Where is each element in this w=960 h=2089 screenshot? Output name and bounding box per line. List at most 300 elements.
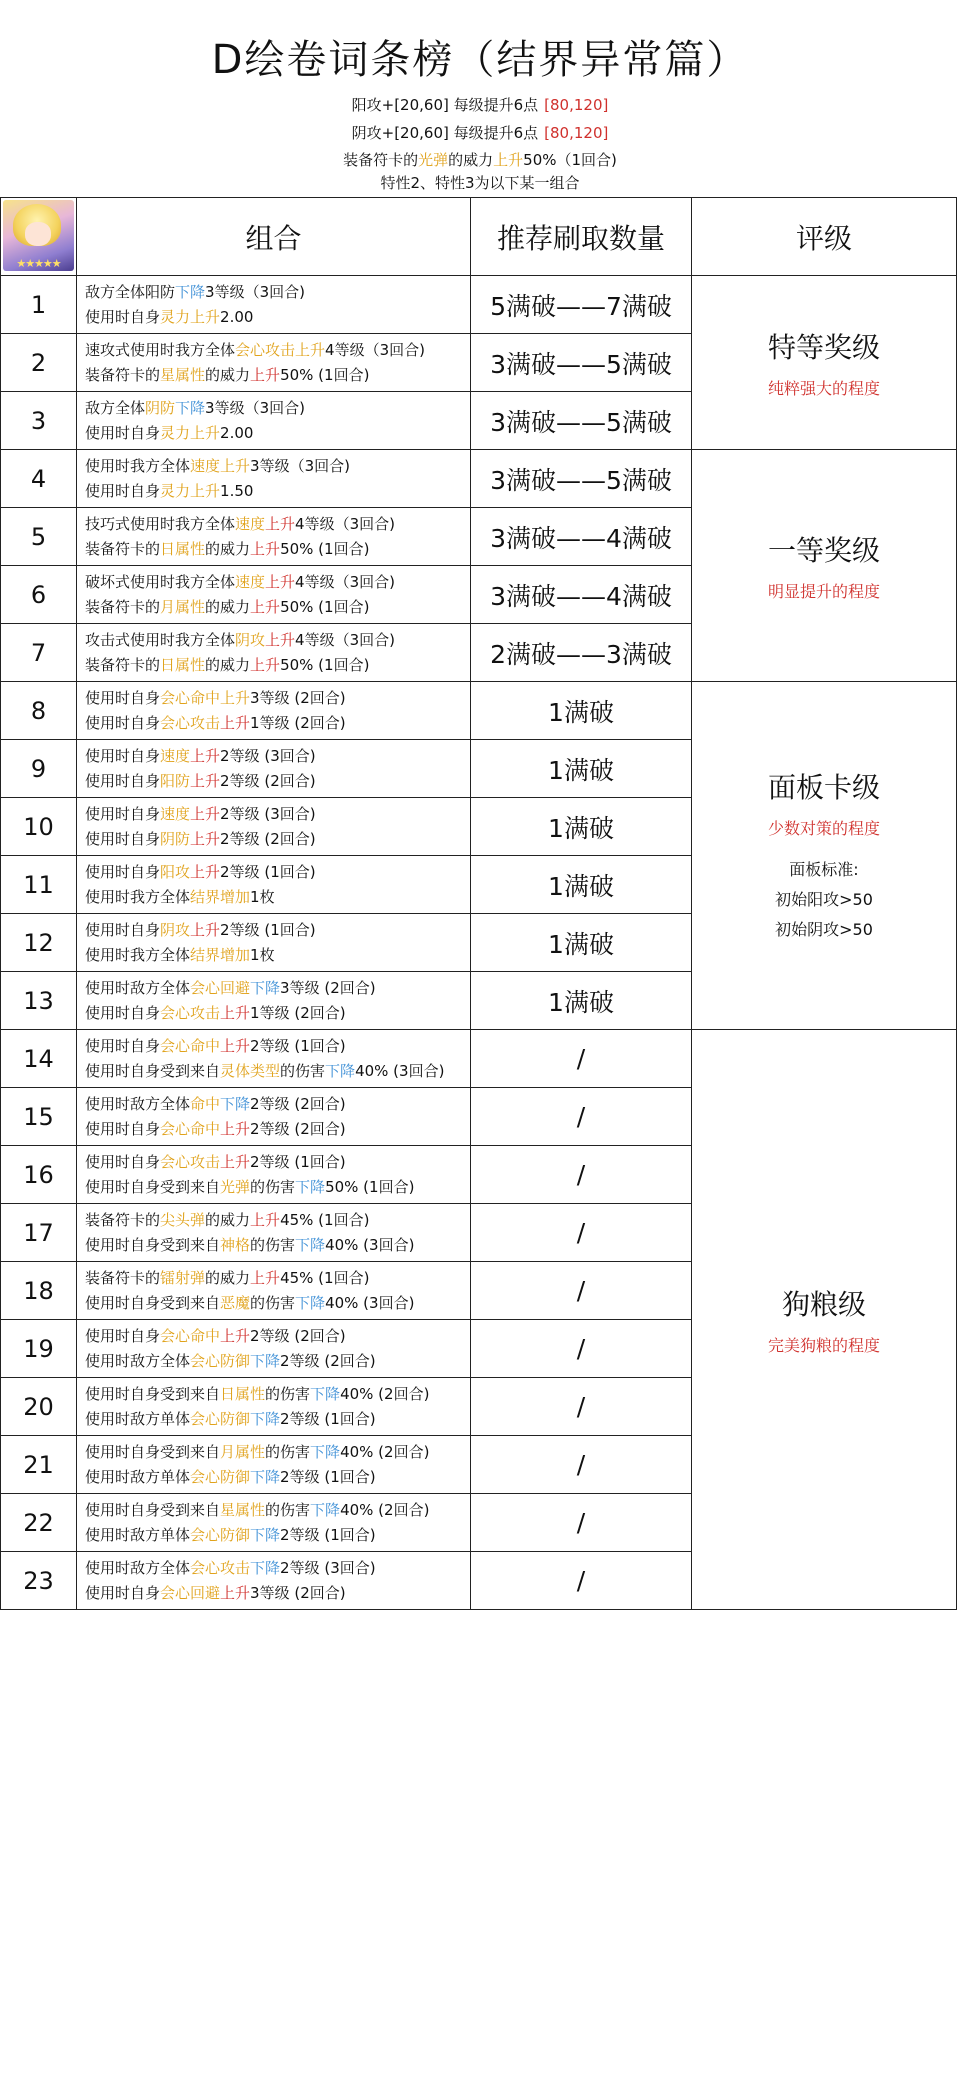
combo-line — [85, 802, 470, 827]
combo-segment: 使用时敌方全体 — [85, 1094, 191, 1113]
subtitle-light-bullet — [0, 149, 960, 170]
combo-segment: 2等级 (1回合) — [280, 1467, 376, 1486]
combo-segment: 使用时自身受到来自 — [85, 1442, 221, 1461]
combo-segment: 上升 — [190, 862, 221, 881]
combo-segment: 的威力 — [205, 1268, 251, 1287]
combo-segment: 使用时自身受到来自 — [85, 1293, 221, 1312]
combo-segment: 上升 — [250, 365, 281, 384]
combo-segment: 上升 — [220, 1583, 251, 1602]
combo-segment: 装备符卡的 — [85, 1268, 161, 1287]
combo-line — [85, 338, 470, 363]
combo-segment: 阴防 — [145, 398, 176, 417]
combo-segment: 灵力 — [160, 307, 191, 326]
combo-segment: 阳防 — [145, 282, 176, 301]
combo-segment: 2等级 (1回合) — [280, 1409, 376, 1428]
combo-cell — [77, 1030, 471, 1088]
combo-segment: 命中 — [190, 1094, 221, 1113]
combo-segment: 的伤害 — [265, 1442, 311, 1461]
combo-segment: 使用时自身 — [85, 713, 161, 732]
combo-segment: 40% (2回合) — [340, 1384, 430, 1403]
recommended-qty: 3满破——4满破 — [471, 508, 692, 566]
subtitle-yin-attack — [0, 122, 960, 143]
combo-line — [85, 918, 470, 943]
combo-segment: 上升 — [295, 340, 326, 359]
combo-cell — [77, 1262, 471, 1320]
combo-segment: 使用时我方全体 — [85, 945, 191, 964]
combo-segment: 45% (1回合) — [280, 1268, 370, 1287]
combo-segment: 镭射弹 — [160, 1268, 206, 1287]
combo-segment: 使用时自身 — [85, 1119, 161, 1138]
grade-name: 狗粮级 — [781, 1288, 866, 1321]
combo-line — [85, 1523, 470, 1548]
combo-segment: 2等级 (2回合) — [250, 1094, 346, 1113]
grade-description: 完美狗粮的程度 — [767, 1336, 880, 1355]
combo-segment: 使用时自身 — [85, 307, 161, 326]
combo-segment: 上升 — [190, 771, 221, 790]
row-number: 3 — [1, 392, 77, 450]
subtitle-yin-range: [80,120] — [544, 124, 609, 142]
row-number: 19 — [1, 1320, 77, 1378]
combo-segment: 3等级（3回合) — [205, 282, 305, 301]
combo-segment: 使用时我方全体 — [85, 456, 191, 475]
recommended-qty: 3满破——4满破 — [471, 566, 692, 624]
recommended-qty: / — [471, 1320, 692, 1378]
combo-line — [85, 827, 470, 852]
combo-segment: 1.50 — [220, 481, 254, 500]
combo-segment: 上升 — [190, 307, 221, 326]
combo-segment: 阴攻 — [160, 920, 191, 939]
combo-segment: 会心攻击 — [235, 340, 296, 359]
combo-segment: 4等级（3回合) — [295, 514, 395, 533]
combo-segment: 下降 — [250, 1558, 281, 1577]
combo-cell — [77, 450, 471, 508]
combo-segment: 下降 — [250, 1409, 281, 1428]
combo-segment: 结界 — [190, 945, 221, 964]
combo-segment: 装备符卡的 — [85, 655, 161, 674]
combo-segment: 会心回避 — [160, 1583, 221, 1602]
avatar-stars: ★★★★★ — [16, 257, 61, 270]
combo-line — [85, 1208, 470, 1233]
combo-segment: 下降 — [250, 1467, 281, 1486]
recommended-qty: / — [471, 1262, 692, 1320]
combo-segment: 上升 — [220, 1326, 251, 1345]
combo-segment: 会心攻击 — [160, 1003, 221, 1022]
row-number: 5 — [1, 508, 77, 566]
combo-segment: 增加 — [220, 945, 251, 964]
header-row — [1, 198, 957, 276]
combo-segment: 使用时自身 — [85, 1152, 161, 1171]
combo-segment: 使用时敌方单体 — [85, 1409, 191, 1428]
row-number: 22 — [1, 1494, 77, 1552]
combo-segment: 上升 — [220, 1119, 251, 1138]
grade-cell — [692, 276, 957, 450]
recommended-qty: 1满破 — [471, 740, 692, 798]
combo-segment: 速度 — [235, 572, 266, 591]
recommended-qty: / — [471, 1204, 692, 1262]
combo-segment: 下降 — [295, 1177, 326, 1196]
combo-segment: 的伤害 — [250, 1293, 296, 1312]
table-body — [1, 276, 957, 1610]
combo-segment: 2等级 (1回合) — [220, 862, 316, 881]
combo-cell — [77, 276, 471, 334]
combo-segment: 装备符卡的 — [85, 539, 161, 558]
combo-segment: 破坏式使用时我方全体 — [85, 572, 236, 591]
subtitle-yin-text: 阴攻+[20,60] 每级提升6点 — [351, 124, 539, 142]
combo-segment: 上升 — [190, 920, 221, 939]
recommended-qty: 1满破 — [471, 856, 692, 914]
combo-segment: 50% (1回合) — [280, 365, 370, 384]
combo-segment: 的伤害 — [265, 1500, 311, 1519]
combo-segment: 上升 — [190, 481, 221, 500]
combo-segment: 使用时自身 — [85, 481, 161, 500]
combo-segment: 使用时自身 — [85, 804, 161, 823]
recommended-qty: / — [471, 1146, 692, 1204]
combo-segment: 3等级 (2回合) — [250, 1583, 346, 1602]
combo-cell — [77, 1378, 471, 1436]
combo-segment: 会心攻击 — [160, 713, 221, 732]
combo-segment: 装备符卡的 — [85, 365, 161, 384]
recommended-qty: / — [471, 1552, 692, 1610]
combo-segment: 下降 — [295, 1235, 326, 1254]
combo-line — [85, 363, 470, 388]
combo-segment: 的威力 — [205, 597, 251, 616]
combo-segment: 会心命中 — [160, 1326, 221, 1345]
combo-segment: 使用时敌方单体 — [85, 1467, 191, 1486]
combo-segment: 使用时我方全体 — [85, 887, 191, 906]
combo-segment: 下降 — [310, 1442, 341, 1461]
combo-segment: 1枚 — [250, 887, 275, 906]
grade-cell — [692, 450, 957, 682]
recommended-qty: 3满破——5满破 — [471, 450, 692, 508]
combo-segment: 2等级 (2回合) — [250, 1119, 346, 1138]
row-number: 9 — [1, 740, 77, 798]
combo-line — [85, 1440, 470, 1465]
combo-segment: 上升 — [190, 423, 221, 442]
grade-note-line: 初始阳攻>50 — [775, 890, 873, 909]
combo-segment: 下降 — [295, 1293, 326, 1312]
header-combo: 组合 — [77, 198, 471, 276]
combo-segment: 阴防 — [160, 829, 191, 848]
combo-line — [85, 1092, 470, 1117]
grade-note — [692, 855, 956, 945]
recommended-qty: / — [471, 1030, 692, 1088]
combo-segment: 下降 — [175, 282, 206, 301]
combo-segment: 使用时自身受到来自 — [85, 1500, 221, 1519]
recommended-qty: 1满破 — [471, 798, 692, 856]
combo-segment: 星属性 — [160, 365, 206, 384]
combo-segment: 使用时敌方单体 — [85, 1525, 191, 1544]
combo-segment: 40% (3回合) — [355, 1061, 445, 1080]
combo-segment: 灵力 — [160, 481, 191, 500]
grade-description: 明显提升的程度 — [767, 582, 880, 601]
combo-line — [85, 943, 470, 968]
combo-line — [85, 711, 470, 736]
combo-segment: 2等级 (3回合) — [280, 1558, 376, 1577]
combo-segment: 2等级 (1回合) — [280, 1525, 376, 1544]
combo-segment: 技巧式使用时我方全体 — [85, 514, 236, 533]
subtitle3-c: 的威力 — [448, 151, 494, 169]
combo-segment: 上升 — [250, 1210, 281, 1229]
row-number: 7 — [1, 624, 77, 682]
combo-segment: 上升 — [265, 572, 296, 591]
character-avatar — [3, 200, 74, 271]
combo-segment: 阳防 — [160, 771, 191, 790]
combo-segment: 日属性 — [220, 1384, 266, 1403]
combo-cell — [77, 1320, 471, 1378]
combo-segment: 3等级 (2回合) — [250, 688, 346, 707]
row-number: 21 — [1, 1436, 77, 1494]
row-number: 18 — [1, 1262, 77, 1320]
recommended-qty: / — [471, 1088, 692, 1146]
combo-segment: 下降 — [325, 1061, 356, 1080]
combo-line — [85, 1349, 470, 1374]
combo-cell — [77, 972, 471, 1030]
combo-segment: 1等级 (2回合) — [250, 1003, 346, 1022]
combo-segment: 2等级 (2回合) — [220, 771, 316, 790]
table-row — [1, 682, 957, 740]
combo-cell — [77, 1088, 471, 1146]
combo-segment: 上升 — [190, 746, 221, 765]
combo-segment: 上升 — [250, 539, 281, 558]
combo-line — [85, 653, 470, 678]
row-number: 20 — [1, 1378, 77, 1436]
combo-segment: 40% (3回合) — [325, 1235, 415, 1254]
combo-segment: 的伤害 — [265, 1384, 311, 1403]
combo-line — [85, 1465, 470, 1490]
combo-cell — [77, 1204, 471, 1262]
recommended-qty: 5满破——7满破 — [471, 276, 692, 334]
grade-description: 少数对策的程度 — [767, 819, 880, 838]
combo-segment: 2.00 — [220, 307, 254, 326]
combo-segment: 月属性 — [220, 1442, 266, 1461]
combo-segment: 4等级（3回合) — [295, 572, 395, 591]
combo-line — [85, 1324, 470, 1349]
combo-segment: 灵体类型 — [220, 1061, 281, 1080]
combo-cell — [77, 1436, 471, 1494]
table-row — [1, 1030, 957, 1088]
combo-segment: 上升 — [220, 456, 251, 475]
recommended-qty: 1满破 — [471, 682, 692, 740]
combo-segment: 2等级 (2回合) — [250, 1326, 346, 1345]
combo-segment: 上升 — [250, 655, 281, 674]
combo-segment: 尖头弹 — [160, 1210, 206, 1229]
combo-segment: 使用时自身 — [85, 1326, 161, 1345]
combo-cell — [77, 566, 471, 624]
subtitle3-e: 50%（1回合) — [523, 151, 617, 169]
combo-segment: 上升 — [250, 1268, 281, 1287]
combo-segment: 使用时自身受到来自 — [85, 1177, 221, 1196]
combo-line — [85, 512, 470, 537]
combo-segment: 日属性 — [160, 539, 206, 558]
combo-line — [85, 769, 470, 794]
combo-line — [85, 1034, 470, 1059]
combo-cell — [77, 682, 471, 740]
combo-line — [85, 421, 470, 446]
row-number: 6 — [1, 566, 77, 624]
combo-line — [85, 479, 470, 504]
combo-line — [85, 1382, 470, 1407]
combo-segment: 的威力 — [205, 655, 251, 674]
combo-segment: 星属性 — [220, 1500, 266, 1519]
avatar-cell — [1, 198, 77, 276]
combo-segment: 速度 — [190, 456, 221, 475]
combo-segment: 4等级（3回合) — [325, 340, 425, 359]
table-row — [1, 276, 957, 334]
combo-segment: 50% (1回合) — [280, 539, 370, 558]
combo-segment: 会心防御 — [190, 1351, 251, 1370]
combo-cell — [77, 392, 471, 450]
grade-description: 纯粹强大的程度 — [767, 379, 880, 398]
combo-segment: 攻击式使用时我方全体 — [85, 630, 236, 649]
combo-segment: 使用时自身 — [85, 1583, 161, 1602]
combo-segment: 装备符卡的 — [85, 597, 161, 616]
combo-segment: 会心防御 — [190, 1409, 251, 1428]
combo-cell — [77, 914, 471, 972]
combo-line — [85, 1059, 470, 1084]
combo-segment: 速度 — [160, 746, 191, 765]
combo-cell — [77, 508, 471, 566]
row-number: 10 — [1, 798, 77, 856]
recommended-qty: / — [471, 1378, 692, 1436]
combo-segment: 使用时自身 — [85, 1003, 161, 1022]
combo-line — [85, 396, 470, 421]
combo-cell — [77, 856, 471, 914]
combo-segment: 使用时自身 — [85, 862, 161, 881]
combo-segment: 40% (3回合) — [325, 1293, 415, 1312]
combo-segment: 使用时自身受到来自 — [85, 1061, 221, 1080]
combo-segment: 使用时自身 — [85, 829, 161, 848]
combo-cell — [77, 740, 471, 798]
combo-segment: 会心命中 — [160, 1036, 221, 1055]
combo-segment: 下降 — [175, 398, 206, 417]
combo-line — [85, 1001, 470, 1026]
combo-segment: 上升 — [220, 713, 251, 732]
subtitle3-d: 上升 — [493, 151, 524, 169]
combo-segment: 使用时自身 — [85, 746, 161, 765]
row-number: 23 — [1, 1552, 77, 1610]
combo-segment: 结界 — [190, 887, 221, 906]
recommended-qty: 3满破——5满破 — [471, 334, 692, 392]
combo-segment: 使用时敌方全体 — [85, 978, 191, 997]
combo-line — [85, 1175, 470, 1200]
combo-line — [85, 744, 470, 769]
combo-cell — [77, 1552, 471, 1610]
combo-segment: 4等级（3回合) — [295, 630, 395, 649]
combo-line — [85, 1233, 470, 1258]
row-number: 2 — [1, 334, 77, 392]
combo-segment: 阴攻 — [235, 630, 266, 649]
combo-segment: 3等级（3回合) — [250, 456, 350, 475]
combo-segment: 使用时自身受到来自 — [85, 1384, 221, 1403]
row-number: 12 — [1, 914, 77, 972]
combo-segment: 2等级 (2回合) — [280, 1351, 376, 1370]
row-number: 17 — [1, 1204, 77, 1262]
combo-segment: 会心命中上升 — [160, 688, 251, 707]
recommended-qty: 1满破 — [471, 914, 692, 972]
combo-segment: 下降 — [310, 1500, 341, 1519]
combo-segment: 使用时自身受到来自 — [85, 1235, 221, 1254]
row-number: 8 — [1, 682, 77, 740]
combo-segment: 会心攻击 — [160, 1152, 221, 1171]
combo-line — [85, 686, 470, 711]
recommended-qty: / — [471, 1494, 692, 1552]
combo-segment: 2等级 (1回合) — [250, 1152, 346, 1171]
combo-segment: 速度 — [235, 514, 266, 533]
combo-line — [85, 570, 470, 595]
combo-segment: 下降 — [220, 1094, 251, 1113]
combo-segment: 上升 — [265, 630, 296, 649]
subtitle-yang-range: [80,120] — [544, 96, 609, 114]
combo-segment: 上升 — [220, 1036, 251, 1055]
combo-segment: 的伤害 — [280, 1061, 326, 1080]
combo-segment: 2等级 (1回合) — [250, 1036, 346, 1055]
subtitle3-a: 装备符卡的 — [343, 151, 419, 169]
subtitle-yang-attack — [0, 94, 960, 115]
row-number: 4 — [1, 450, 77, 508]
combo-segment: 使用时自身 — [85, 1036, 161, 1055]
grade-cell — [692, 1030, 957, 1610]
combo-segment: 敌方全体 — [85, 398, 146, 417]
recommended-qty: / — [471, 1436, 692, 1494]
combo-line — [85, 1581, 470, 1606]
combo-line — [85, 305, 470, 330]
combo-segment: 下降 — [250, 1525, 281, 1544]
combo-segment: 2.00 — [220, 423, 254, 442]
combo-segment: 会心回避 — [190, 978, 251, 997]
combo-segment: 上升 — [250, 597, 281, 616]
combo-segment: 的伤害 — [250, 1235, 296, 1254]
grade-cell — [692, 682, 957, 1030]
combo-segment: 敌方全体 — [85, 282, 146, 301]
row-number: 1 — [1, 276, 77, 334]
combo-segment: 2等级 (3回合) — [220, 746, 316, 765]
combo-cell — [77, 334, 471, 392]
avatar-face — [25, 222, 51, 246]
combo-segment: 50% (1回合) — [325, 1177, 415, 1196]
combo-cell — [77, 1146, 471, 1204]
recommended-qty: 3满破——5满破 — [471, 392, 692, 450]
page-title: D绘卷词条榜（结界异常篇） — [211, 37, 749, 83]
combo-segment: 3等级（3回合) — [205, 398, 305, 417]
combo-line — [85, 1291, 470, 1316]
combo-segment: 1枚 — [250, 945, 275, 964]
table-row — [1, 450, 957, 508]
combo-cell — [77, 798, 471, 856]
combo-segment: 50% (1回合) — [280, 597, 370, 616]
combo-segment: 的威力 — [205, 1210, 251, 1229]
combo-segment: 恶魔 — [220, 1293, 251, 1312]
combo-segment: 3等级 (2回合) — [280, 978, 376, 997]
grade-name: 特等奖级 — [767, 331, 880, 364]
row-number: 11 — [1, 856, 77, 914]
combo-segment: 40% (2回合) — [340, 1500, 430, 1519]
combo-segment: 使用时自身 — [85, 423, 161, 442]
combo-line — [85, 1117, 470, 1142]
combo-line — [85, 1498, 470, 1523]
combo-segment: 的伤害 — [250, 1177, 296, 1196]
combo-cell — [77, 1494, 471, 1552]
combo-segment: 下降 — [250, 1351, 281, 1370]
combo-segment: 会心攻击 — [190, 1558, 251, 1577]
combo-segment: 会心命中 — [160, 1119, 221, 1138]
header-qty: 推荐刷取数量 — [471, 198, 692, 276]
combo-line — [85, 1150, 470, 1175]
combo-line — [85, 976, 470, 1001]
combo-segment: 装备符卡的 — [85, 1210, 161, 1229]
recommended-qty: 1满破 — [471, 972, 692, 1030]
combo-segment: 1等级 (2回合) — [250, 713, 346, 732]
combo-segment: 2等级 (1回合) — [220, 920, 316, 939]
